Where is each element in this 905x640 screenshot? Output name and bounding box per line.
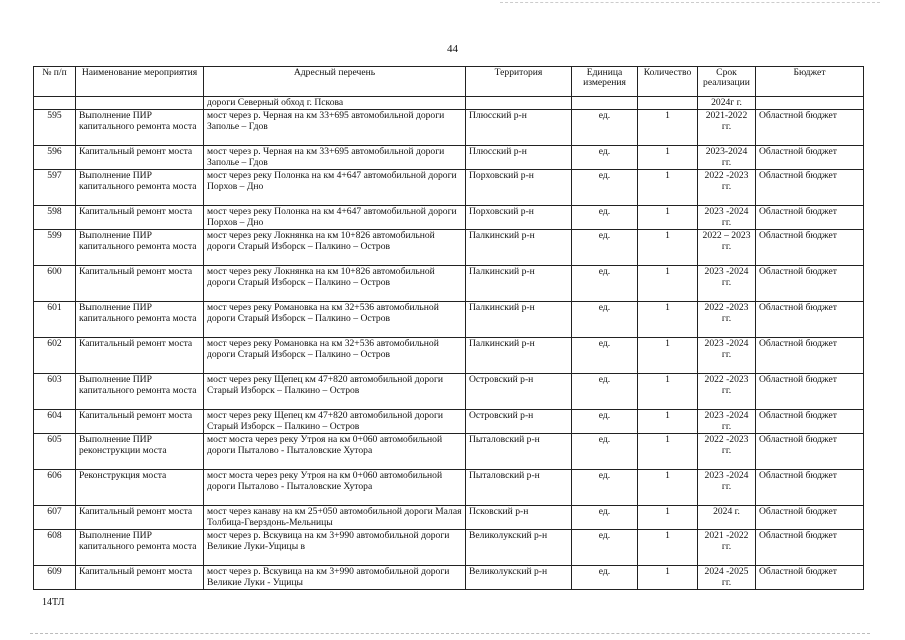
row-quantity: 1 <box>638 266 698 302</box>
row-territory: Плюсский р-н <box>466 110 572 146</box>
table-row <box>34 506 864 530</box>
row-budget: Областной бюджет <box>756 374 864 410</box>
row-quantity: 1 <box>638 110 698 146</box>
row-number: 604 <box>34 410 76 434</box>
row-quantity: 1 <box>638 470 698 506</box>
row-budget: Областной бюджет <box>756 434 864 470</box>
row-term: 2022 -2023 гг. <box>698 434 756 470</box>
table-row <box>34 302 864 338</box>
row-territory: Палкинский р-н <box>466 266 572 302</box>
row-number: 601 <box>34 302 76 338</box>
row-address: мост через реку Локнянка на км 10+826 автомобильной дороги Старый Изборск – Палкино – Остров <box>204 230 466 266</box>
row-address: мост через реку Щепец км 47+820 автомобильной дороги Старый Изборск – Палкино – Остров <box>204 374 466 410</box>
table-header-row <box>34 67 864 97</box>
row-unit: ед. <box>572 338 638 374</box>
row-event-name: Выполнение ПИР капитального ремонта моста <box>76 110 204 146</box>
row-territory: Порховский р-н <box>466 170 572 206</box>
row-quantity: 1 <box>638 206 698 230</box>
row-term: 2021-2022 гг. <box>698 110 756 146</box>
table-row <box>34 206 864 230</box>
header-address-list: Адресный перечень <box>204 67 466 97</box>
row-unit: ед. <box>572 506 638 530</box>
row-event-name: Выполнение ПИР капитального ремонта моста <box>76 230 204 266</box>
row-territory: Плюсский р-н <box>466 146 572 170</box>
row-budget: Областной бюджет <box>756 470 864 506</box>
row-event-name: Реконструкция моста <box>76 470 204 506</box>
header-term: Срок реализации <box>698 67 756 97</box>
row-budget: Областной бюджет <box>756 410 864 434</box>
row-address: мост через реку Романовка на км 32+536 автомобильной дороги Старый Изборск – Палкино – Остров <box>204 338 466 374</box>
row-address: мост через реку Щепец км 47+820 автомобильной дороги Старый Изборск – Палкино – Остров <box>204 410 466 434</box>
row-term: 2023 -2024 гг. <box>698 410 756 434</box>
row-territory: Палкинский р-н <box>466 230 572 266</box>
row-number: 609 <box>34 566 76 590</box>
row-unit: ед. <box>572 470 638 506</box>
row-quantity: 1 <box>638 146 698 170</box>
row-territory: Островский р-н <box>466 374 572 410</box>
row-term: 2023 -2024 гг. <box>698 206 756 230</box>
row-number: 605 <box>34 434 76 470</box>
row-territory: Островский р-н <box>466 410 572 434</box>
row-number: 597 <box>34 170 76 206</box>
table-row <box>34 470 864 506</box>
row-number: 598 <box>34 206 76 230</box>
row-budget: Областной бюджет <box>756 566 864 590</box>
row-quantity: 1 <box>638 338 698 374</box>
row-quantity: 1 <box>638 374 698 410</box>
carry-name <box>76 97 204 110</box>
row-term: 2023 -2024 гг. <box>698 338 756 374</box>
table-row <box>34 170 864 206</box>
row-budget: Областной бюджет <box>756 230 864 266</box>
row-number: 596 <box>34 146 76 170</box>
row-number: 595 <box>34 110 76 146</box>
row-address: мост через реку Полонка на км 4+647 автомобильной дороги Порхов – Дно <box>204 170 466 206</box>
row-quantity: 1 <box>638 170 698 206</box>
row-term: 2021 -2022 гг. <box>698 530 756 566</box>
table-row <box>34 230 864 266</box>
row-number: 602 <box>34 338 76 374</box>
row-territory: Палкинский р-н <box>466 338 572 374</box>
row-event-name: Капитальный ремонт моста <box>76 146 204 170</box>
row-address: мост моста через реку Утроя на км 0+060 автомобильной дороги Пыталово - Пыталовские Хутора <box>204 434 466 470</box>
scan-artifact-bottom <box>30 633 870 634</box>
row-budget: Областной бюджет <box>756 146 864 170</box>
table-row <box>34 374 864 410</box>
projects-table <box>33 66 864 590</box>
row-event-name: Капитальный ремонт моста <box>76 410 204 434</box>
row-address: мост через р. Черная на км 33+695 автомобильной дороги Заполье – Гдов <box>204 146 466 170</box>
row-quantity: 1 <box>638 434 698 470</box>
row-number: 603 <box>34 374 76 410</box>
row-territory: Великолукский р-н <box>466 530 572 566</box>
table-row <box>34 266 864 302</box>
row-unit: ед. <box>572 410 638 434</box>
header-budget: Бюджет <box>756 67 864 97</box>
row-event-name: Выполнение ПИР капитального ремонта моста <box>76 374 204 410</box>
row-quantity: 1 <box>638 506 698 530</box>
carry-territory <box>466 97 572 110</box>
row-address: мост через р. Вскувица на км 3+990 автомобильной дороги Великие Луки - Ущицы <box>204 566 466 590</box>
carry-over-row <box>34 97 864 110</box>
row-unit: ед. <box>572 434 638 470</box>
row-address: мост через реку Полонка на км 4+647 автомобильной дороги Порхов – Дно <box>204 206 466 230</box>
row-number: 607 <box>34 506 76 530</box>
row-event-name: Капитальный ремонт моста <box>76 206 204 230</box>
row-event-name: Выполнение ПИР реконструкции моста <box>76 434 204 470</box>
row-budget: Областной бюджет <box>756 302 864 338</box>
row-unit: ед. <box>572 110 638 146</box>
row-unit: ед. <box>572 302 638 338</box>
row-quantity: 1 <box>638 230 698 266</box>
row-unit: ед. <box>572 170 638 206</box>
row-budget: Областной бюджет <box>756 206 864 230</box>
row-unit: ед. <box>572 230 638 266</box>
header-number: № п/п <box>34 67 76 97</box>
row-budget: Областной бюджет <box>756 338 864 374</box>
carry-num <box>34 97 76 110</box>
carry-qty <box>638 97 698 110</box>
row-term: 2023 -2024 гг. <box>698 470 756 506</box>
scan-artifact-top <box>500 2 880 3</box>
row-quantity: 1 <box>638 410 698 434</box>
row-unit: ед. <box>572 374 638 410</box>
footer-code: 14ТЛ <box>42 597 65 608</box>
table-row <box>34 434 864 470</box>
table-row <box>34 530 864 566</box>
row-address: мост через реку Романовка на км 32+536 автомобильной дороги Старый Изборск – Палкино – Остров <box>204 302 466 338</box>
table-row <box>34 110 864 146</box>
row-event-name: Капитальный ремонт моста <box>76 338 204 374</box>
row-unit: ед. <box>572 206 638 230</box>
row-unit: ед. <box>572 266 638 302</box>
table-row <box>34 410 864 434</box>
page-number: 44 <box>447 43 458 55</box>
row-term: 2022 -2023 гг. <box>698 170 756 206</box>
carry-address: дороги Северный обход г. Пскова <box>204 97 466 110</box>
row-number: 608 <box>34 530 76 566</box>
row-address: мост через реку Локнянка на км 10+826 автомобильной дороги Старый Изборск – Палкино – Остров <box>204 266 466 302</box>
row-term: 2023 -2024 гг. <box>698 266 756 302</box>
row-number: 599 <box>34 230 76 266</box>
header-territory: Территория <box>466 67 572 97</box>
carry-term: 2024г г. <box>698 97 756 110</box>
row-event-name: Выполнение ПИР капитального ремонта моста <box>76 302 204 338</box>
row-term: 2023-2024 гг. <box>698 146 756 170</box>
row-term: 2024 г. <box>698 506 756 530</box>
row-event-name: Капитальный ремонт моста <box>76 266 204 302</box>
table-row <box>34 338 864 374</box>
row-term: 2022 – 2023 гг. <box>698 230 756 266</box>
row-event-name: Капитальный ремонт моста <box>76 566 204 590</box>
row-territory: Пыталовский р-н <box>466 470 572 506</box>
table-row <box>34 146 864 170</box>
row-unit: ед. <box>572 146 638 170</box>
row-budget: Областной бюджет <box>756 530 864 566</box>
row-unit: ед. <box>572 530 638 566</box>
carry-budget <box>756 97 864 110</box>
row-address: мост моста через реку Утроя на км 0+060 автомобильной дороги Пыталово - Пыталовские Хутора <box>204 470 466 506</box>
row-number: 600 <box>34 266 76 302</box>
carry-unit <box>572 97 638 110</box>
header-quantity: Количество <box>638 67 698 97</box>
row-territory: Палкинский р-н <box>466 302 572 338</box>
row-address: мост через р. Вскувица на км 3+990 автомобильной дороги Великие Луки-Ущицы в <box>204 530 466 566</box>
row-address: мост через р. Черная на км 33+695 автомобильной дороги Заполье – Гдов <box>204 110 466 146</box>
row-event-name: Выполнение ПИР капитального ремонта моста <box>76 530 204 566</box>
row-term: 2022 -2023 гг. <box>698 302 756 338</box>
row-budget: Областной бюджет <box>756 506 864 530</box>
row-event-name: Выполнение ПИР капитального ремонта моста <box>76 170 204 206</box>
row-budget: Областной бюджет <box>756 110 864 146</box>
row-territory: Пыталовский р-н <box>466 434 572 470</box>
row-quantity: 1 <box>638 566 698 590</box>
row-term: 2022 -2023 гг. <box>698 374 756 410</box>
row-quantity: 1 <box>638 302 698 338</box>
row-budget: Областной бюджет <box>756 266 864 302</box>
row-quantity: 1 <box>638 530 698 566</box>
row-territory: Великолукский р-н <box>466 566 572 590</box>
row-event-name: Капитальный ремонт моста <box>76 506 204 530</box>
row-address: мост через канаву на км 25+050 автомобильной дороги Малая Толбица-Гверздонь-Мельницы <box>204 506 466 530</box>
row-term: 2024 -2025 гг. <box>698 566 756 590</box>
row-territory: Порховский р-н <box>466 206 572 230</box>
row-unit: ед. <box>572 566 638 590</box>
header-event-name: Наименование мероприятия <box>76 67 204 97</box>
table-row <box>34 566 864 590</box>
row-territory: Псковский р-н <box>466 506 572 530</box>
row-number: 606 <box>34 470 76 506</box>
header-unit: Единица измерения <box>572 67 638 97</box>
row-budget: Областной бюджет <box>756 170 864 206</box>
